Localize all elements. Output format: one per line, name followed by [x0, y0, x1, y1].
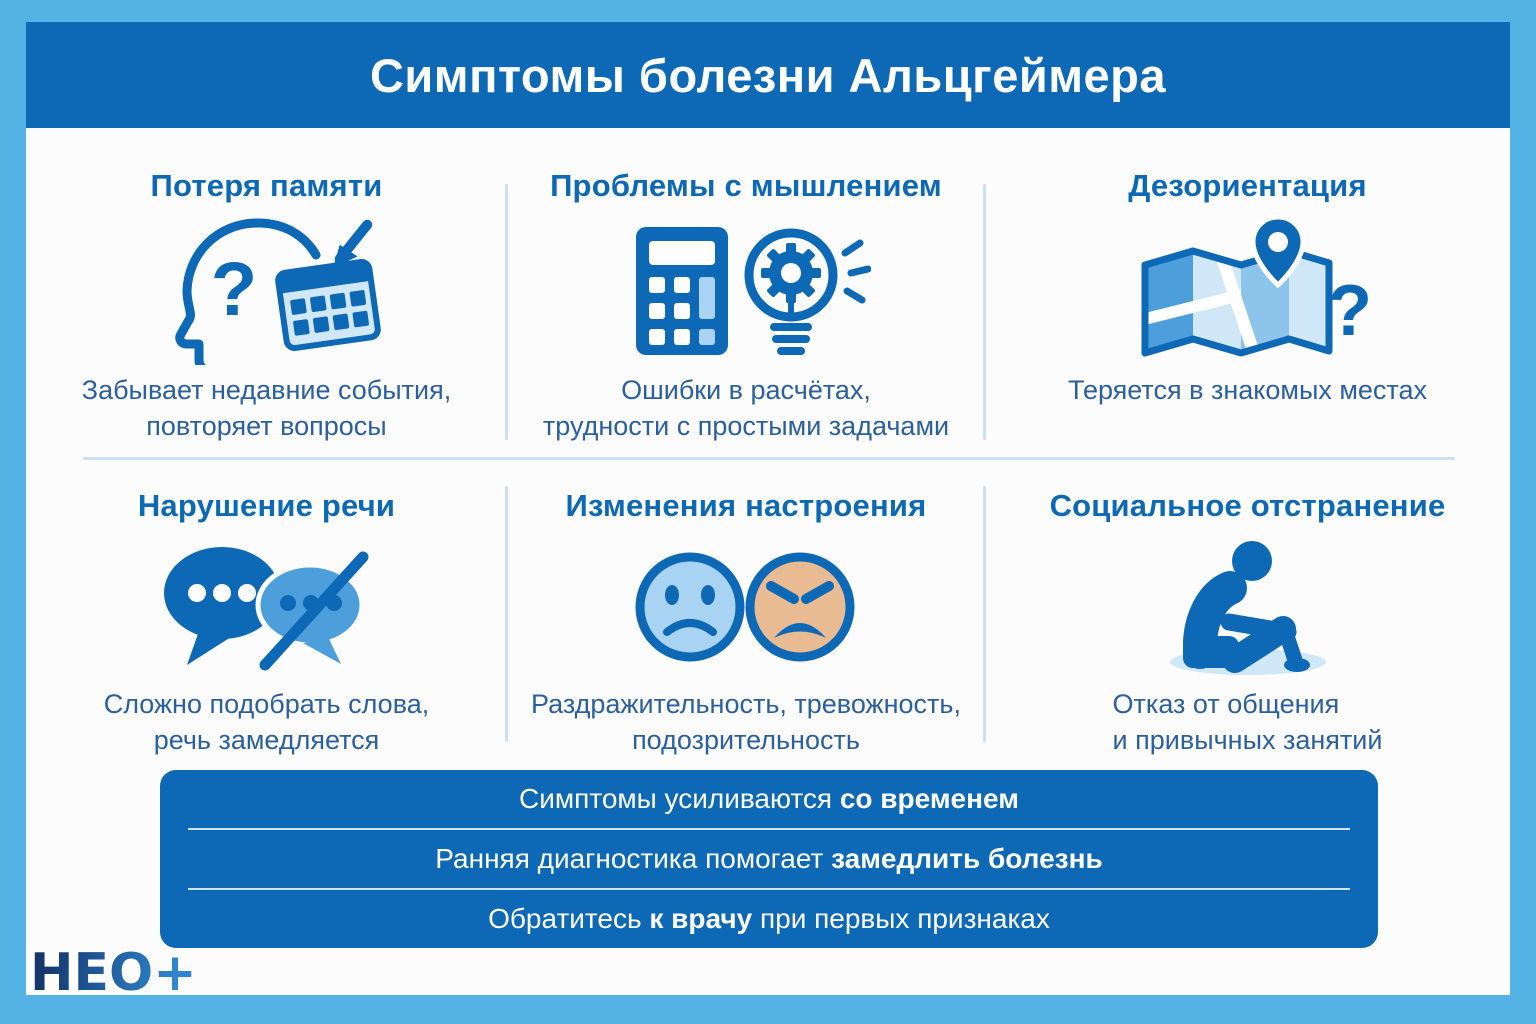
- panel-caption: Забывает недавние события, повторяет вопросы: [81, 375, 452, 442]
- panel-heading: Проблемы с мышлением: [550, 168, 942, 203]
- footer-line-diagnosis: Ранняя диагностика помогает замедлить болезнь: [188, 828, 1350, 888]
- speech-bubbles-slash-icon: [147, 534, 387, 680]
- infographic-card: [26, 22, 1510, 995]
- column-divider: [983, 486, 986, 742]
- footer-line-progression: Симптомы усиливаются со временем: [519, 783, 1019, 814]
- page-title: Симптомы болезни Альцгеймера: [369, 48, 1167, 102]
- symptom-grid: [26, 128, 1510, 760]
- column-divider: [983, 184, 986, 440]
- panel-social-withdrawal: [985, 458, 1510, 760]
- panel-heading: Нарушение речи: [137, 488, 396, 523]
- panel-speech-impairment: [26, 458, 507, 760]
- column-divider: [505, 184, 508, 440]
- panel-heading: Изменения настроения: [565, 488, 927, 523]
- panel-disorientation: [985, 128, 1510, 458]
- sad-angry-faces-icon: [631, 534, 861, 680]
- neo-plus-logo: НЕО+: [30, 943, 197, 1003]
- head-question-calendar-icon: [142, 214, 392, 366]
- panel-caption: Сложно подобрать слова, речь замедляется: [103, 689, 430, 756]
- key-messages-box: [160, 770, 1378, 948]
- panel-memory-loss: [26, 128, 507, 458]
- svg-text:?: ?: [210, 247, 257, 332]
- panel-heading: Дезориентация: [1128, 168, 1367, 203]
- panel-mood-changes: [507, 458, 985, 760]
- row-divider: [83, 457, 1455, 460]
- map-pin-question-icon: [1123, 214, 1373, 366]
- column-divider: [505, 486, 508, 742]
- person-hugging-knees-icon: [1133, 534, 1363, 680]
- svg-text:?: ?: [1327, 271, 1372, 351]
- panel-thinking-problems: [507, 128, 985, 458]
- panel-heading: Потеря памяти: [150, 168, 383, 203]
- panel-caption: Отказ от общения и привычных занятий: [1112, 689, 1383, 756]
- panel-caption: Ошибки в расчётах, трудности с простыми задачами: [542, 375, 950, 442]
- panel-heading: Социальное отстранение: [1049, 488, 1446, 523]
- panel-caption: Раздражительность, тревожность, подозрительность: [531, 689, 961, 756]
- title-bar: [26, 22, 1510, 128]
- footer-line-doctor: Обратитесь к врачу при первых признаках: [188, 888, 1350, 948]
- panel-caption: Теряется в знакомых местах: [1067, 375, 1428, 405]
- calculator-lightbulb-gear-icon: [621, 214, 871, 366]
